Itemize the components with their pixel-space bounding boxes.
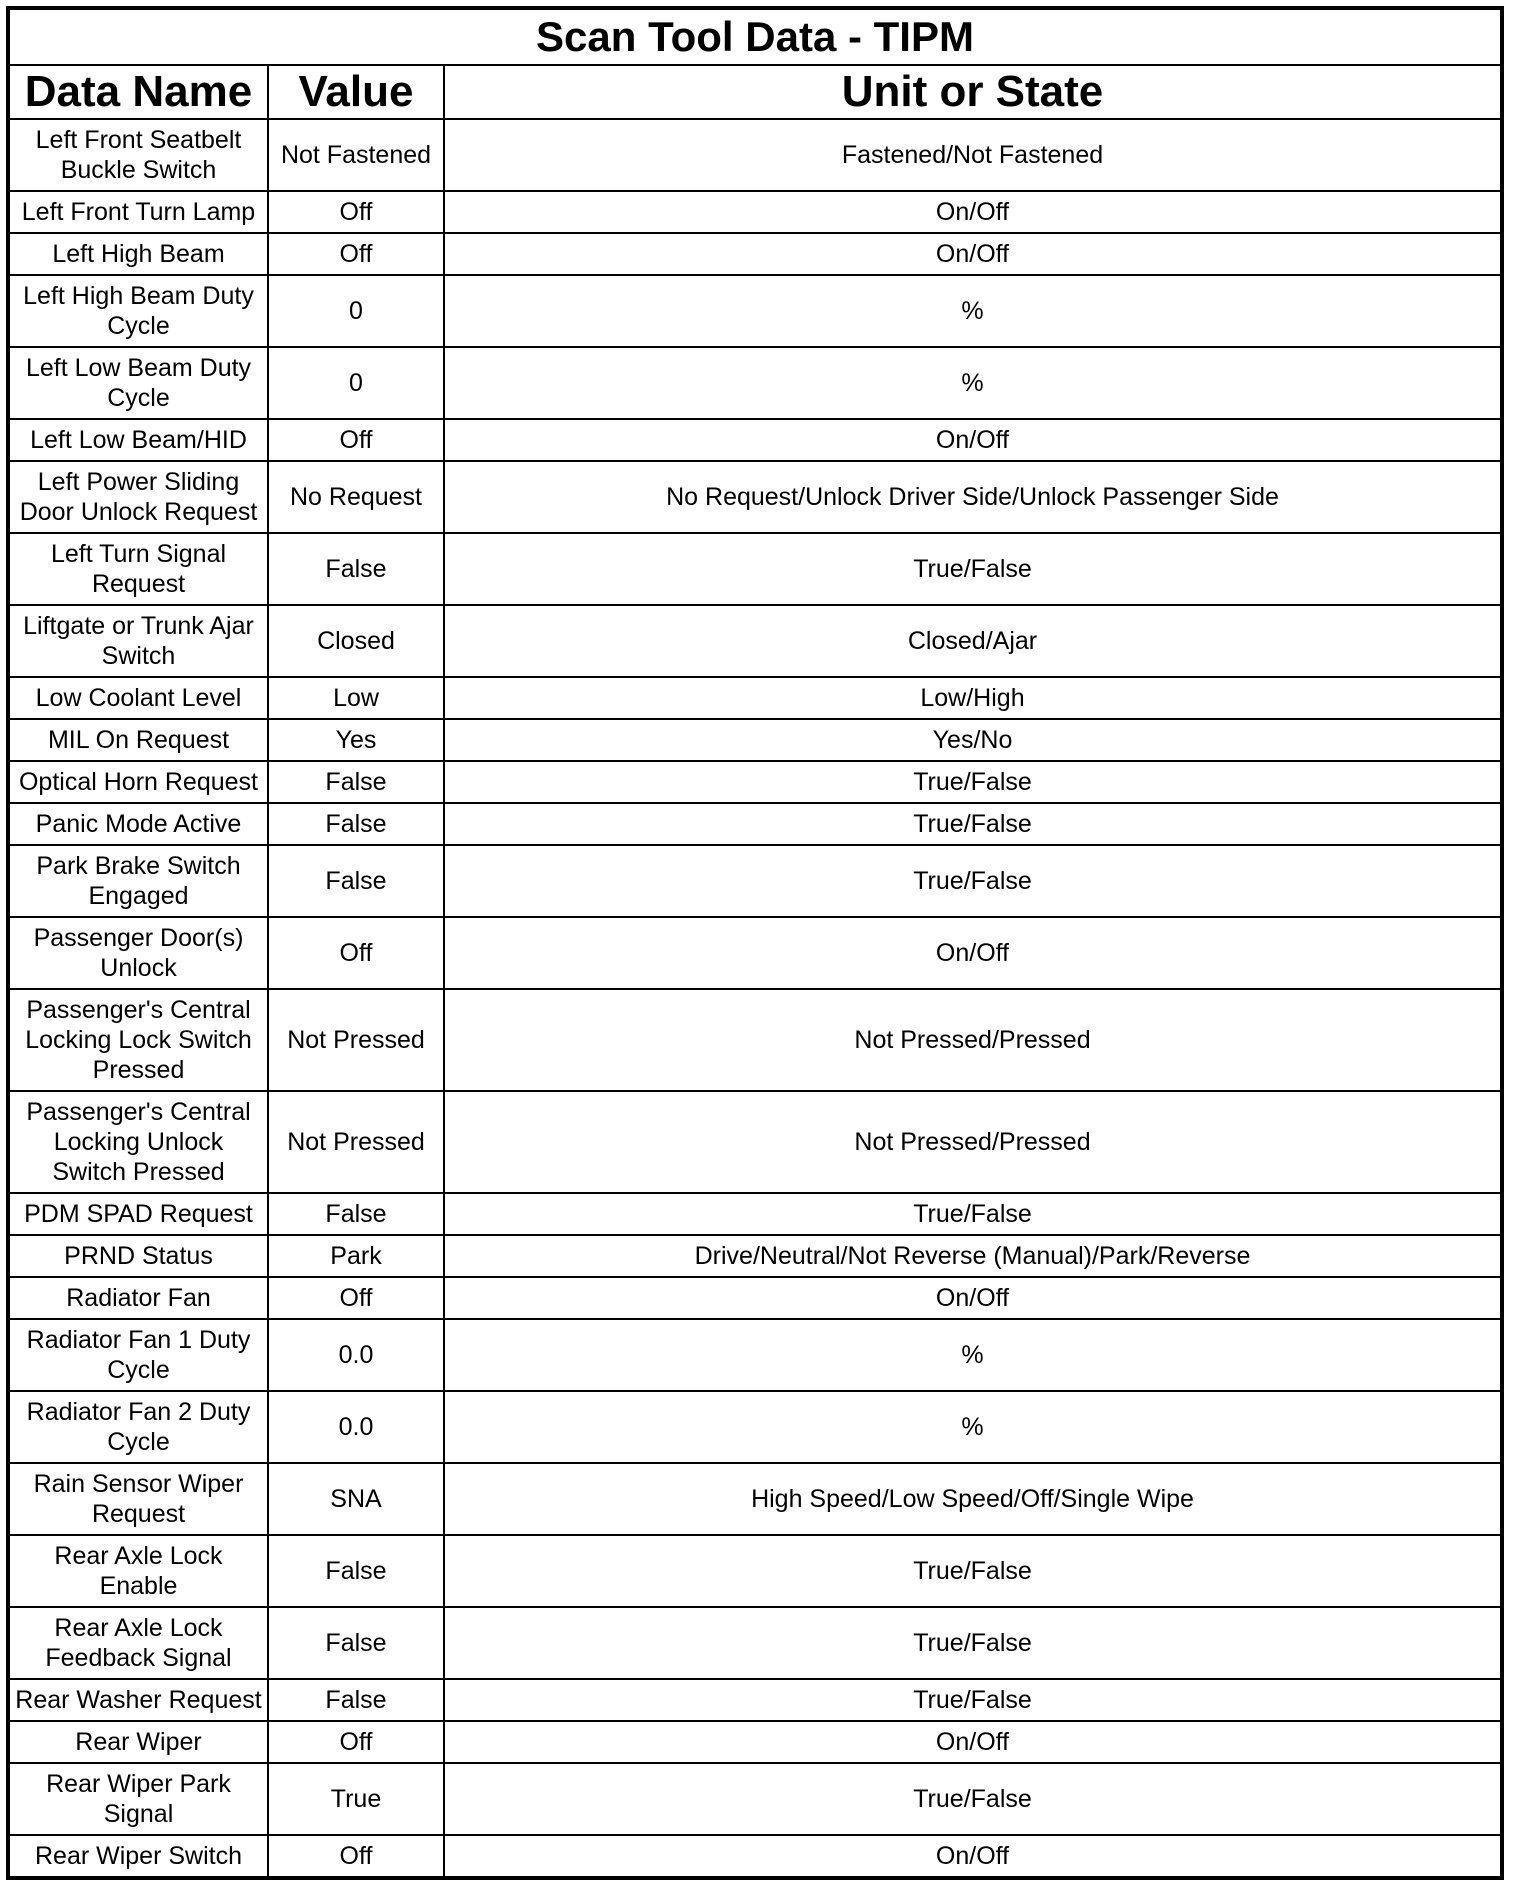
cell-data-name: Optical Horn Request	[8, 761, 268, 803]
table-row	[8, 845, 1502, 917]
table-row	[8, 533, 1502, 605]
cell-data-name: Passenger's Central Locking Lock Switch Pressed	[8, 989, 268, 1091]
table-row	[8, 1463, 1502, 1535]
table-body	[8, 119, 1502, 1878]
cell-value: Not Pressed	[268, 1091, 444, 1193]
table-row	[8, 1679, 1502, 1721]
cell-value: Yes	[268, 719, 444, 761]
cell-unit-or-state: On/Off	[444, 419, 1502, 461]
cell-unit-or-state: %	[444, 1319, 1502, 1391]
table-row	[8, 461, 1502, 533]
cell-data-name: Left Front Seatbelt Buckle Switch	[8, 119, 268, 191]
table-row	[8, 1193, 1502, 1235]
cell-value: SNA	[268, 1463, 444, 1535]
table-row	[8, 989, 1502, 1091]
cell-data-name: PRND Status	[8, 1235, 268, 1277]
table-row	[8, 275, 1502, 347]
cell-unit-or-state: True/False	[444, 533, 1502, 605]
cell-unit-or-state: True/False	[444, 803, 1502, 845]
cell-value: False	[268, 533, 444, 605]
cell-value: True	[268, 1763, 444, 1835]
table-row	[8, 233, 1502, 275]
table-row	[8, 1319, 1502, 1391]
cell-unit-or-state: Closed/Ajar	[444, 605, 1502, 677]
cell-value: False	[268, 1535, 444, 1607]
cell-unit-or-state: On/Off	[444, 1277, 1502, 1319]
cell-unit-or-state: On/Off	[444, 233, 1502, 275]
table-row	[8, 191, 1502, 233]
table-row	[8, 761, 1502, 803]
table-row	[8, 917, 1502, 989]
cell-data-name: Rear Wiper	[8, 1721, 268, 1763]
cell-value: Off	[268, 1835, 444, 1878]
cell-unit-or-state: Not Pressed/Pressed	[444, 1091, 1502, 1193]
cell-value: False	[268, 1679, 444, 1721]
table-row	[8, 605, 1502, 677]
cell-value: 0.0	[268, 1319, 444, 1391]
cell-value: Off	[268, 233, 444, 275]
cell-value: False	[268, 803, 444, 845]
cell-value: 0	[268, 347, 444, 419]
cell-unit-or-state: On/Off	[444, 917, 1502, 989]
table-row	[8, 719, 1502, 761]
cell-unit-or-state: %	[444, 1391, 1502, 1463]
cell-value: False	[268, 1193, 444, 1235]
header-unit-or-state: Unit or State	[444, 65, 1502, 119]
cell-unit-or-state: Drive/Neutral/Not Reverse (Manual)/Park/Reverse	[444, 1235, 1502, 1277]
cell-unit-or-state: %	[444, 275, 1502, 347]
cell-unit-or-state: True/False	[444, 845, 1502, 917]
cell-value: Off	[268, 419, 444, 461]
cell-data-name: Liftgate or Trunk Ajar Switch	[8, 605, 268, 677]
cell-data-name: Left Low Beam Duty Cycle	[8, 347, 268, 419]
cell-value: 0	[268, 275, 444, 347]
cell-data-name: Park Brake Switch Engaged	[8, 845, 268, 917]
cell-value: False	[268, 1607, 444, 1679]
cell-value: Off	[268, 917, 444, 989]
table-row	[8, 1277, 1502, 1319]
table-title: Scan Tool Data - TIPM	[8, 8, 1502, 65]
cell-unit-or-state: True/False	[444, 1193, 1502, 1235]
cell-unit-or-state: True/False	[444, 1535, 1502, 1607]
cell-value: Park	[268, 1235, 444, 1277]
cell-unit-or-state: %	[444, 347, 1502, 419]
cell-unit-or-state: True/False	[444, 1607, 1502, 1679]
cell-unit-or-state: On/Off	[444, 191, 1502, 233]
table-row	[8, 1391, 1502, 1463]
cell-value: False	[268, 845, 444, 917]
cell-value: No Request	[268, 461, 444, 533]
table-row	[8, 1607, 1502, 1679]
header-value: Value	[268, 65, 444, 119]
cell-unit-or-state: Low/High	[444, 677, 1502, 719]
table-row	[8, 119, 1502, 191]
cell-unit-or-state: Fastened/Not Fastened	[444, 119, 1502, 191]
cell-data-name: Left High Beam Duty Cycle	[8, 275, 268, 347]
header-data-name: Data Name	[8, 65, 268, 119]
table-row	[8, 677, 1502, 719]
cell-value: Off	[268, 1721, 444, 1763]
cell-unit-or-state: No Request/Unlock Driver Side/Unlock Passenger Side	[444, 461, 1502, 533]
cell-data-name: Left Low Beam/HID	[8, 419, 268, 461]
cell-unit-or-state: True/False	[444, 761, 1502, 803]
cell-unit-or-state: True/False	[444, 1679, 1502, 1721]
cell-value: False	[268, 761, 444, 803]
cell-data-name: Left Power Sliding Door Unlock Request	[8, 461, 268, 533]
cell-value: Not Fastened	[268, 119, 444, 191]
table-row	[8, 1721, 1502, 1763]
table-row	[8, 1091, 1502, 1193]
cell-value: 0.0	[268, 1391, 444, 1463]
cell-data-name: Rear Axle Lock Enable	[8, 1535, 268, 1607]
cell-data-name: Left Turn Signal Request	[8, 533, 268, 605]
cell-data-name: Rear Axle Lock Feedback Signal	[8, 1607, 268, 1679]
cell-value: Off	[268, 191, 444, 233]
cell-data-name: Panic Mode Active	[8, 803, 268, 845]
cell-data-name: PDM SPAD Request	[8, 1193, 268, 1235]
cell-data-name: MIL On Request	[8, 719, 268, 761]
cell-value: Low	[268, 677, 444, 719]
cell-data-name: Low Coolant Level	[8, 677, 268, 719]
table-row	[8, 803, 1502, 845]
cell-data-name: Radiator Fan 2 Duty Cycle	[8, 1391, 268, 1463]
cell-data-name: Radiator Fan	[8, 1277, 268, 1319]
cell-unit-or-state: Not Pressed/Pressed	[444, 989, 1502, 1091]
cell-data-name: Passenger's Central Locking Unlock Switch Pressed	[8, 1091, 268, 1193]
table-row	[8, 1235, 1502, 1277]
table-row	[8, 419, 1502, 461]
table-row	[8, 1535, 1502, 1607]
table-row	[8, 1835, 1502, 1878]
cell-data-name: Rain Sensor Wiper Request	[8, 1463, 268, 1535]
cell-value: Closed	[268, 605, 444, 677]
cell-unit-or-state: True/False	[444, 1763, 1502, 1835]
cell-data-name: Passenger Door(s) Unlock	[8, 917, 268, 989]
cell-unit-or-state: On/Off	[444, 1835, 1502, 1878]
cell-value: Not Pressed	[268, 989, 444, 1091]
table-row	[8, 347, 1502, 419]
cell-data-name: Rear Wiper Park Signal	[8, 1763, 268, 1835]
cell-data-name: Radiator Fan 1 Duty Cycle	[8, 1319, 268, 1391]
cell-unit-or-state: High Speed/Low Speed/Off/Single Wipe	[444, 1463, 1502, 1535]
cell-data-name: Rear Wiper Switch	[8, 1835, 268, 1878]
cell-data-name: Left High Beam	[8, 233, 268, 275]
cell-data-name: Rear Washer Request	[8, 1679, 268, 1721]
cell-unit-or-state: On/Off	[444, 1721, 1502, 1763]
scan-tool-data-table	[6, 6, 1504, 1880]
cell-unit-or-state: Yes/No	[444, 719, 1502, 761]
cell-value: Off	[268, 1277, 444, 1319]
table-row	[8, 1763, 1502, 1835]
cell-data-name: Left Front Turn Lamp	[8, 191, 268, 233]
